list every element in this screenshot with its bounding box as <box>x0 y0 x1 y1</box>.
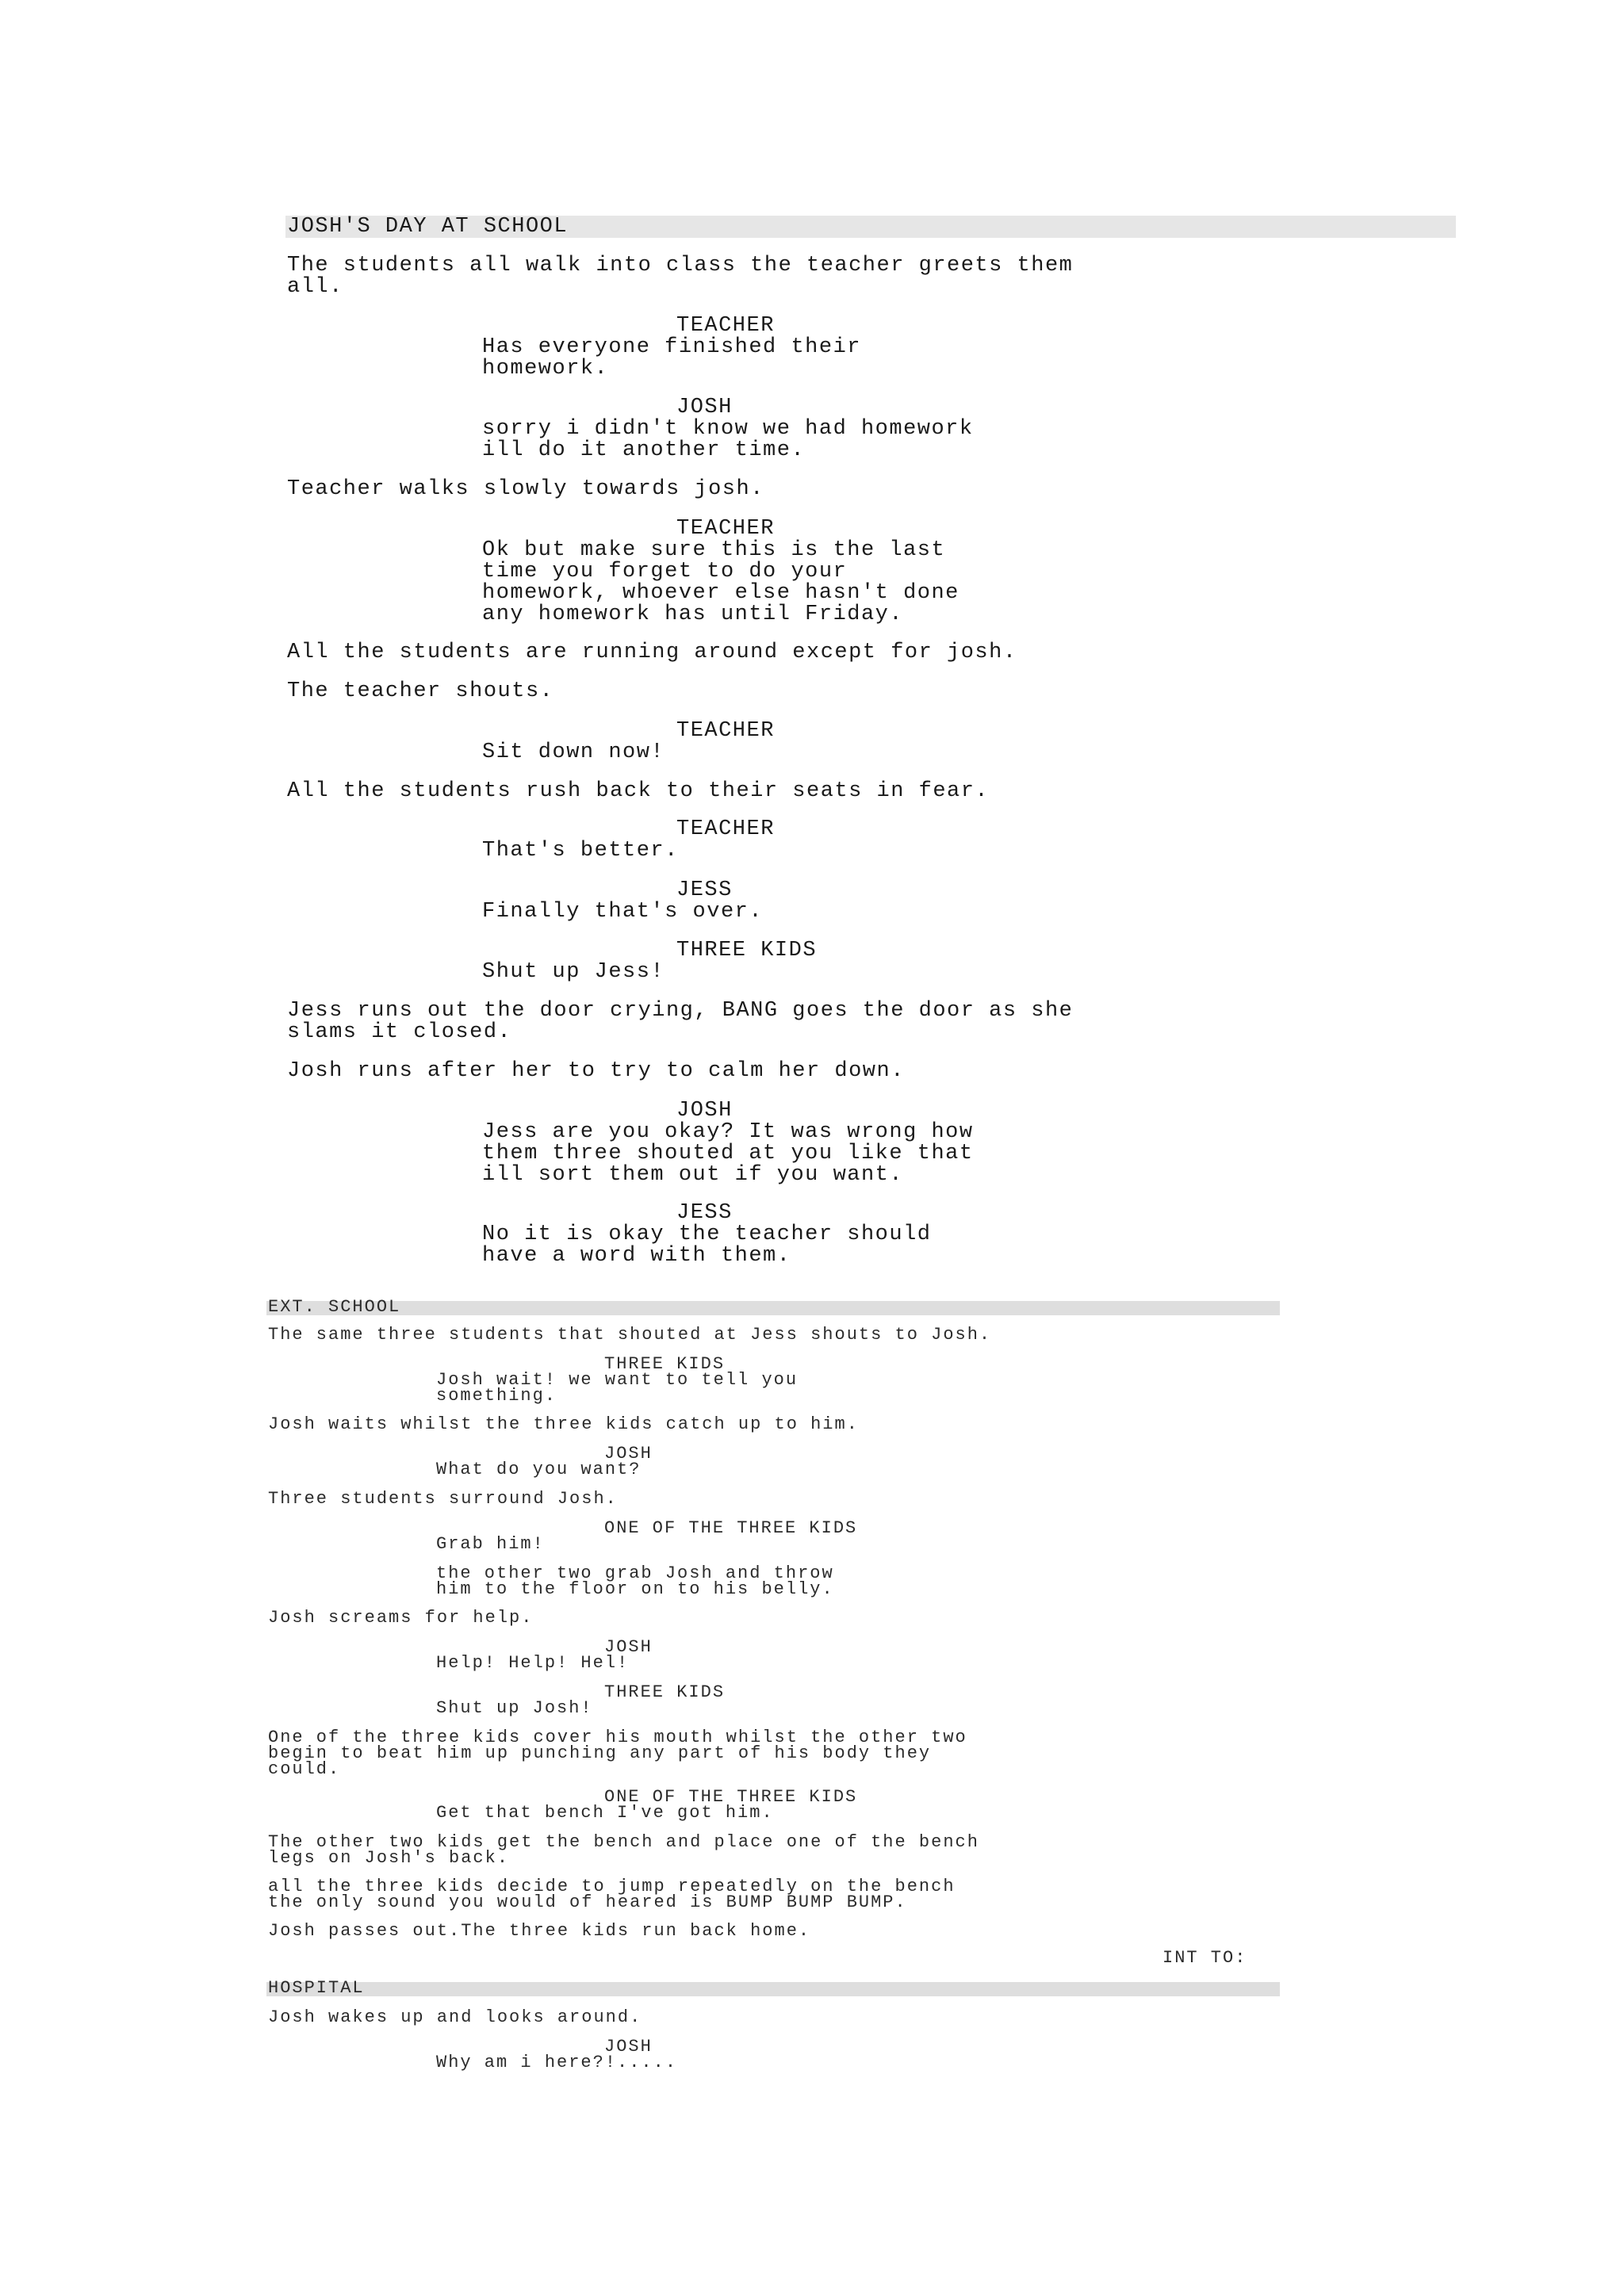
action-line: Josh screams for help. <box>268 1608 534 1628</box>
dialogue-line: Finally that's over. <box>482 900 764 924</box>
action-line: Jess runs out the door crying, BANG goes the door as she slams it closed. <box>287 999 1074 1044</box>
dialogue-line: Jess are you okay? It was wrong how them three shouted at you like that ill sort them out if you want. <box>482 1120 974 1187</box>
scene-heading-bar <box>266 1297 1280 1317</box>
action-line: Josh waits whilst the three kids catch up to him. <box>268 1414 859 1434</box>
character-name: JOSH <box>604 1444 653 1464</box>
scene-heading: EXT. SCHOOL <box>268 1297 401 1317</box>
dialogue-line: What do you want? <box>436 1460 642 1479</box>
character-name: JOSH <box>676 396 733 419</box>
character-name: THREE KIDS <box>676 939 818 962</box>
action-line: Josh wakes up and looks around. <box>268 2007 642 2027</box>
dialogue-line: Has everyone finished their homework. <box>482 335 861 381</box>
dialogue-line: Grab him! <box>436 1534 545 1554</box>
dialogue-line: No it is okay the teacher should have a word with them. <box>482 1223 932 1268</box>
scene-heading: HOSPITAL <box>268 1978 365 1998</box>
character-name: JESS <box>676 878 733 902</box>
character-name: JOSH <box>604 2037 653 2057</box>
dialogue-line: Ok but make sure this is the last time you forget to do your homework, whoever else hasn't done any homework has until Friday. <box>482 538 959 626</box>
dialogue-line: sorry i didn't know we had homework ill do it another time. <box>482 417 974 462</box>
scene-heading-bar <box>266 1978 1280 1998</box>
action-line: All the students are running around except for josh. <box>287 641 1017 664</box>
character-name: TEACHER <box>676 817 775 841</box>
dialogue-line: Shut up Jess! <box>482 960 665 984</box>
action-line: Josh runs after her to try to calm her down. <box>287 1059 905 1083</box>
character-name: TEACHER <box>676 719 775 743</box>
character-name: ONE OF THE THREE KIDS <box>604 1787 858 1807</box>
dialogue-line: the other two grab Josh and throw him to the floor on to his belly. <box>436 1563 834 1599</box>
action-line: The teacher shouts. <box>287 679 554 703</box>
dialogue-line: Help! Help! Hel! <box>436 1653 630 1673</box>
action-line: Teacher walks slowly towards josh. <box>287 477 764 501</box>
character-name: THREE KIDS <box>604 1682 726 1702</box>
action-line: Three students surround Josh. <box>268 1489 618 1509</box>
dialogue-line: Shut up Josh! <box>436 1698 593 1718</box>
character-name: JOSH <box>676 1099 733 1123</box>
action-line: The other two kids get the bench and place one of the bench legs on Josh's back. <box>268 1832 979 1868</box>
action-line: All the students rush back to their seats in fear. <box>287 779 990 803</box>
dialogue-line: Sit down now! <box>482 740 665 764</box>
action-line: all the three kids decide to jump repeatedly on the bench the only sound you would of heared is BUMP BUMP BUMP. <box>268 1877 956 1912</box>
dialogue-line: Why am i here?!..... <box>436 2053 678 2072</box>
action-line: The students all walk into class the teacher greets them all. <box>287 254 1074 299</box>
action-line: The same three students that shouted at Jess shouts to Josh. <box>268 1325 992 1345</box>
character-name: TEACHER <box>676 517 775 541</box>
scene-heading: JOSH'S DAY AT SCHOOL <box>287 215 569 239</box>
character-name: JESS <box>676 1201 733 1225</box>
dialogue-line: Josh wait! we want to tell you something. <box>436 1370 799 1406</box>
character-name: THREE KIDS <box>604 1354 726 1374</box>
dialogue-line: Get that bench I've got him. <box>436 1803 774 1823</box>
action-line: One of the three kids cover his mouth whilst the other two begin to beat him up punching any part of his body they could. <box>268 1728 967 1779</box>
action-line: Josh passes out.The three kids run back home. <box>268 1921 811 1941</box>
character-name: TEACHER <box>676 314 775 338</box>
dialogue-line: That's better. <box>482 839 679 863</box>
character-name: ONE OF THE THREE KIDS <box>604 1518 858 1538</box>
transition: INT TO: <box>1162 1948 1247 1968</box>
character-name: JOSH <box>604 1637 653 1657</box>
